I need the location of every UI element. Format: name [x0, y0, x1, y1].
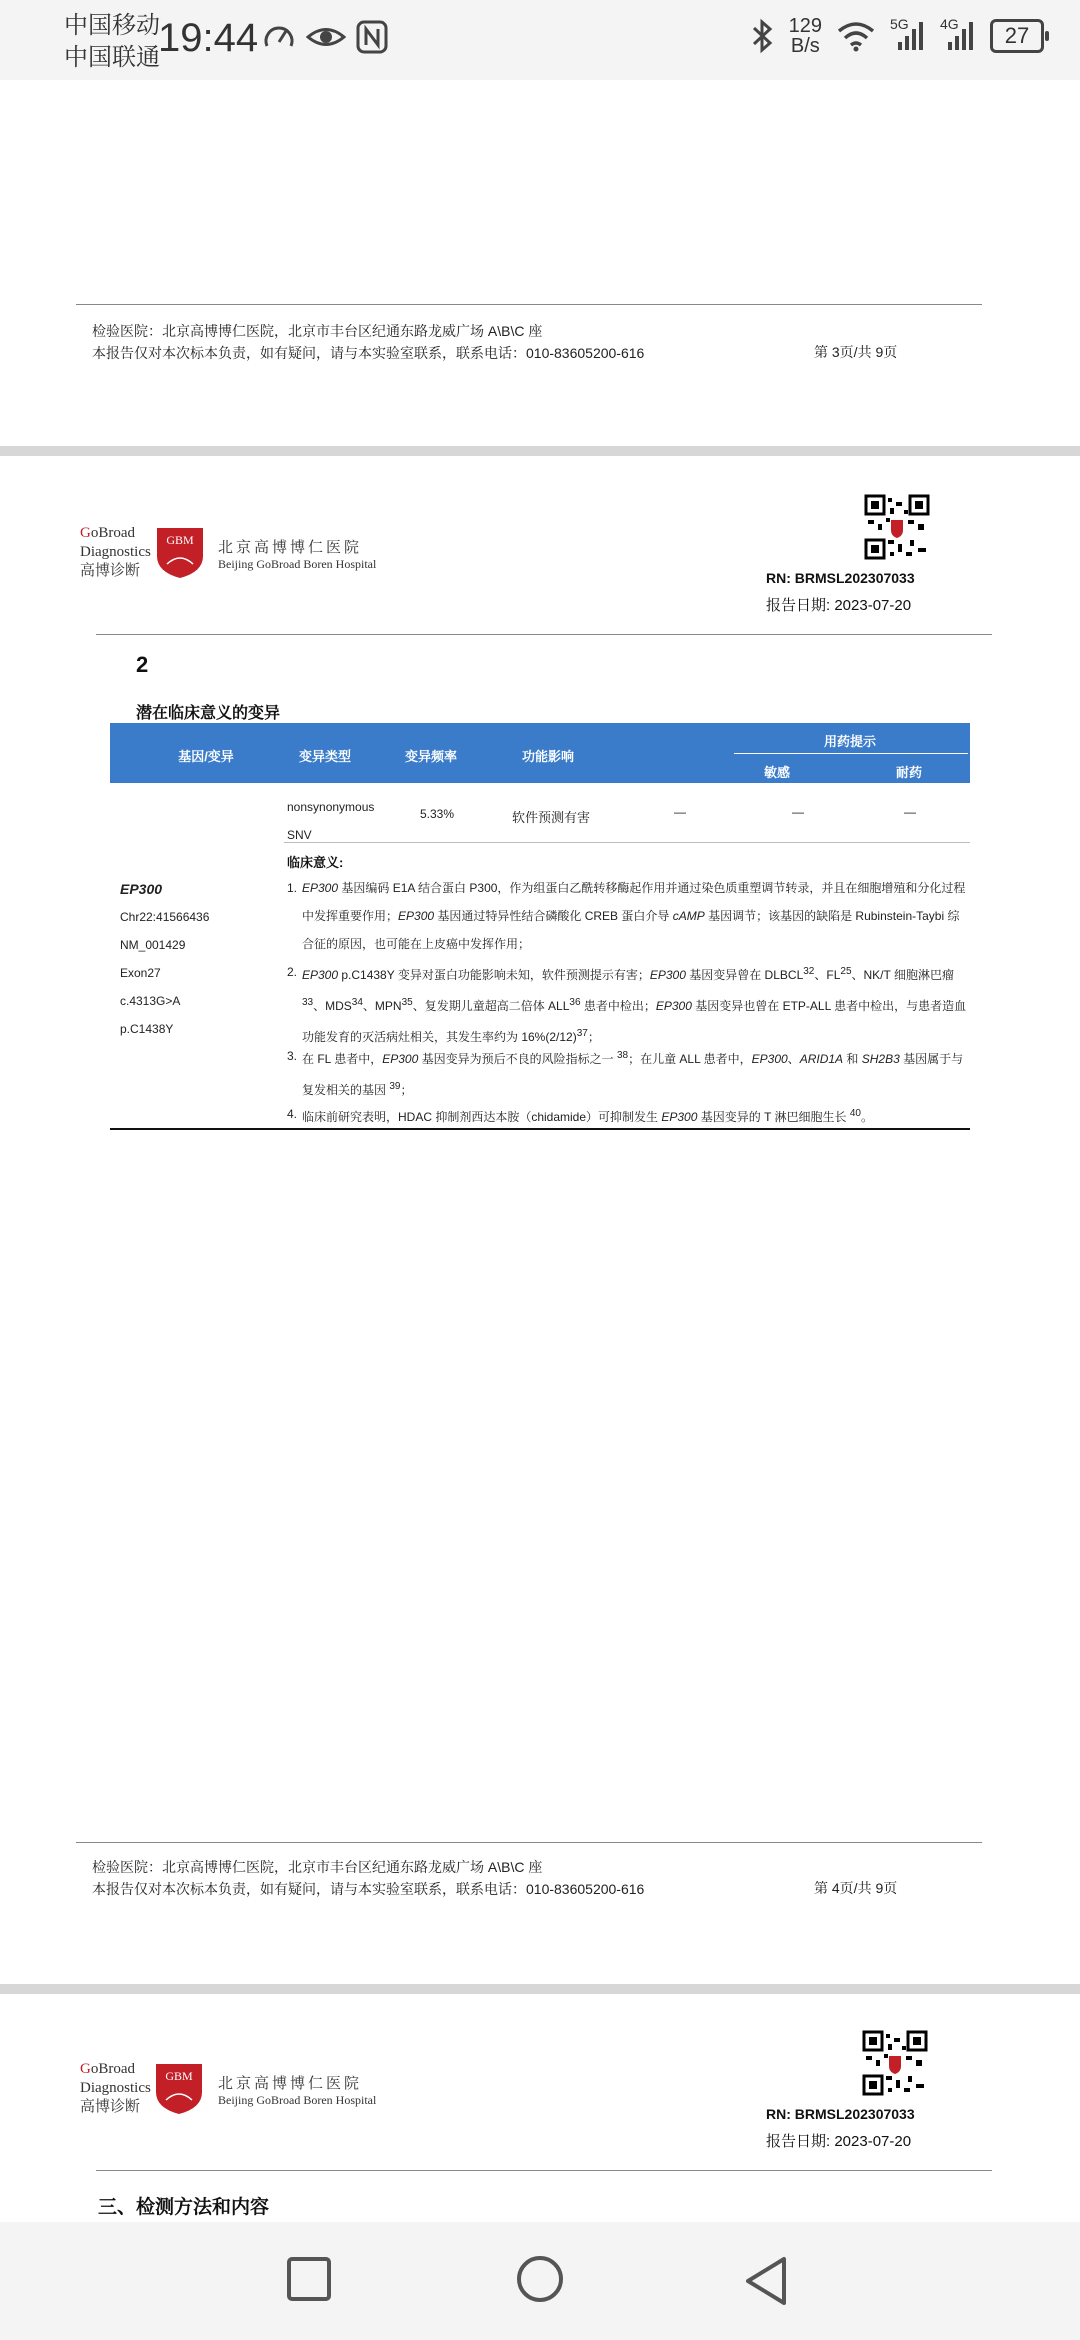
citation: 37 [576, 1028, 588, 1039]
gene-ref: EP300 [398, 909, 435, 923]
gene-ref: SH2B3 [861, 1052, 900, 1066]
section-title: 潜在临床意义的变异 [136, 705, 281, 722]
logo-g: G [80, 525, 91, 541]
cell-resistant: — [792, 805, 804, 819]
clinical-text: ； [587, 1030, 600, 1044]
table-bottom-border [110, 1128, 970, 1130]
hospital-name [218, 2072, 376, 2108]
header-divider [96, 634, 992, 635]
page-separator [0, 1984, 1080, 1994]
hospital-name [218, 536, 376, 572]
speedometer-icon [262, 20, 296, 54]
gene-ref: EP300 [382, 1052, 419, 1066]
page-separator [0, 446, 1080, 456]
gobroad-logo [80, 524, 151, 581]
battery-indicator: 27 [990, 19, 1044, 53]
eye-icon [306, 20, 346, 54]
gene-info [120, 875, 209, 1043]
clinical-text: 和 [843, 1052, 862, 1066]
footer-text [92, 320, 644, 364]
gene-chr: Chr22:41566436 [120, 910, 210, 924]
signal-4g [940, 16, 976, 52]
clinical-text: 基因通过特异性结合磷酸化 CREB 蛋白介导 [434, 909, 673, 923]
footer-text [92, 1856, 644, 1900]
clinical-item-4 [287, 1100, 969, 1131]
th-gene: 基因/变异 [178, 749, 234, 764]
qr-code-icon [864, 494, 930, 560]
citation: 32 [803, 966, 815, 977]
clinical-text: 基因编码 E1A 结合蛋白 P300，作为组蛋白乙酰转移酶起作用并通过染色质重塑调节转录，并且在细胞增殖和分化过程中发挥重要作用； [302, 881, 966, 923]
th-drug-divider [734, 753, 968, 754]
header-divider [96, 2170, 992, 2171]
logo-diagnostics: Diagnostics [80, 544, 151, 560]
cell-variant-type-1: nonsynonymous [287, 800, 375, 814]
hospital-name-cn: 北京高博博仁医院 [218, 540, 363, 556]
footer-hospital-address: 检验医院：北京高博博仁医院，北京市丰台区纪通东路龙威广场 A\B\C 座 [92, 1859, 543, 1875]
clinical-text: 、FL [814, 968, 841, 982]
net-speed-unit: B/s [790, 35, 820, 57]
signal-5g-label: 5G [890, 16, 909, 32]
back-button[interactable] [744, 2256, 790, 2306]
table-header [110, 723, 1021, 783]
gene-ref: EP300 [302, 968, 339, 982]
cell-effect: 软件预测有害 [512, 810, 591, 825]
clinical-item-number: 1. [287, 881, 298, 895]
th-remark: 备注 [994, 749, 1021, 764]
gene-ref: EP300 [649, 968, 686, 982]
citation: 39 [389, 1081, 401, 1092]
gene-nm: NM_001429 [120, 938, 186, 952]
hospital-name-en: Beijing GoBroad Boren Hospital [218, 557, 377, 571]
footer-hospital-address: 检验医院：北京高博博仁医院，北京市丰台区纪通东路龙威广场 A\B\C 座 [92, 323, 543, 339]
next-section-title: 三、检测方法和内容 [98, 2197, 270, 2218]
citation: 35 [401, 997, 413, 1008]
footer-disclaimer: 本报告仅对本次标本负责，如有疑问，请与本实验室联系，联系电话：010-83605200-616 [92, 1881, 645, 1897]
bluetooth-icon [749, 18, 775, 54]
gene-ref: EP300 [655, 999, 692, 1013]
clock: 19:44 [158, 16, 259, 60]
carrier-1: 中国移动 [64, 12, 160, 39]
clinical-text: 基因变异曾在 DLBCL [685, 968, 804, 982]
th-effect: 功能影响 [521, 749, 574, 764]
gobroad-logo [80, 2060, 151, 2117]
clinical-text: 、复发期儿童超高二倍体 ALL [412, 999, 570, 1013]
citation: 25 [840, 966, 852, 977]
logo-gobroad: oBroad [90, 2061, 136, 2077]
th-freq: 变异频率 [404, 749, 457, 764]
clinical-text: 患者中检出； [580, 999, 656, 1013]
citation: 34 [351, 997, 363, 1008]
gene-ref: ARID1A [799, 1052, 844, 1066]
report-date: 报告日期: 2023-07-20 [766, 2133, 912, 2150]
qr-code-icon [862, 2030, 928, 2096]
logo-g: G [80, 2061, 91, 2077]
wifi-icon [836, 20, 876, 52]
clinical-text: 基因变异的 T 淋巴细胞生长 [697, 1110, 850, 1124]
status-left-icons [262, 20, 388, 54]
clinical-text: 在 FL 患者中， [302, 1052, 383, 1066]
gene-ref: EP300 [661, 1110, 698, 1124]
cell-sensitive: — [674, 805, 686, 819]
clinical-text: 、MPN [362, 999, 402, 1013]
report-number: RN: BRMSL202307033 [766, 570, 915, 586]
cell-variant-type-2: SNV [287, 828, 312, 842]
page-number: 第 4页/共 9页 [814, 1880, 898, 1896]
gbm-shield-icon [154, 2062, 204, 2116]
hospital-name-en: Beijing GoBroad Boren Hospital [218, 2093, 377, 2107]
clinical-text: ； [400, 1083, 413, 1097]
gene-ref: cAMP [672, 909, 705, 923]
clinical-text: 。 [860, 1110, 873, 1124]
footer-divider [76, 1842, 982, 1843]
carrier-2: 中国联通 [64, 44, 160, 71]
clinical-item-number: 3. [287, 1049, 298, 1063]
citation: 38 [616, 1050, 629, 1061]
clinical-item-2 [287, 958, 969, 1051]
clinical-text: 基因变异也曾在 ETP-ALL 患者中检出，与患者造血功能发育的灭活病灶相关，其发生率约为 16%(2/12) [302, 999, 967, 1044]
clinical-text: 、 [787, 1052, 800, 1066]
net-speed [789, 16, 822, 56]
gbm-text: GBM [165, 2069, 193, 2083]
clinical-text: ；在儿童 ALL 患者中， [628, 1052, 752, 1066]
citation: 40 [849, 1108, 861, 1119]
report-number: RN: BRMSL202307033 [766, 2106, 915, 2122]
hospital-name-cn: 北京高博博仁医院 [218, 2076, 363, 2092]
clinical-item-3 [287, 1042, 969, 1104]
navigation-bar [0, 2222, 1080, 2340]
logo-cn: 高博诊断 [80, 2099, 141, 2115]
footer-disclaimer: 本报告仅对本次标本负责，如有疑问，请与本实验室联系，联系电话：010-83605200-616 [92, 345, 645, 361]
clinical-text: 、NK/T 细胞淋巴瘤 [851, 968, 954, 982]
cell-remark: — [904, 805, 916, 819]
recent-apps-button[interactable] [286, 2256, 332, 2302]
th-drug: 用药提示 [823, 734, 876, 749]
gene-protein: p.C1438Y [120, 1022, 174, 1036]
signal-4g-label: 4G [940, 16, 959, 32]
page-number: 第 3页/共 9页 [814, 344, 898, 360]
citation: 36 [569, 997, 581, 1008]
row-divider [284, 842, 970, 843]
gene-cdna: c.4313G>A [120, 994, 181, 1008]
logo-cn: 高博诊断 [80, 563, 141, 579]
logo-gobroad: oBroad [90, 525, 136, 541]
status-right-icons [749, 16, 1044, 56]
th-resistant: 耐药 [895, 765, 922, 780]
footer-divider [76, 304, 982, 305]
clinical-title: 临床意义: [287, 855, 344, 870]
net-speed-value: 129 [788, 15, 822, 37]
clinical-item-number: 4. [287, 1107, 298, 1121]
cell-frequency: 5.33% [420, 807, 455, 821]
clinical-item-1 [287, 874, 969, 958]
th-sensitive: 敏感 [763, 765, 790, 780]
clinical-text: 基因变异为预后不良的风险指标之一 [418, 1052, 617, 1066]
clinical-text: 、MDS [313, 999, 352, 1013]
gbm-text: GBM [166, 533, 194, 547]
clinical-text: 临床前研究表明，HDAC 抑制剂西达本胺（chidamide）可抑制发生 [302, 1110, 662, 1124]
gbm-shield-icon [155, 526, 205, 580]
gene-ref: EP300 [302, 881, 339, 895]
citation: 33 [302, 997, 314, 1008]
clinical-item-number: 2. [287, 965, 298, 979]
report-date: 报告日期: 2023-07-20 [766, 597, 912, 614]
clinical-text: p.C1438Y 变异对蛋白功能影响未知，软件预测提示有害； [338, 968, 650, 982]
logo-diagnostics: Diagnostics [80, 2080, 151, 2096]
gene-ref: EP300 [751, 1052, 788, 1066]
status-bar [0, 0, 1080, 80]
signal-5g [890, 16, 926, 52]
carrier-names [64, 10, 160, 74]
th-type: 变异类型 [298, 749, 351, 764]
gene-name: EP300 [120, 881, 163, 897]
clinical-text: 基因调节；该基因的缺陷是 Rubinstein-Taybi 综合征的原因，也可能在上皮癌中发挥作用； [302, 909, 960, 951]
nfc-icon [356, 20, 388, 54]
gene-exon: Exon27 [120, 966, 161, 980]
section-number: 2 [136, 652, 149, 677]
home-button[interactable] [514, 2256, 566, 2308]
clinical-text: 基因属于与复发相关的基因 [302, 1052, 964, 1097]
cell-variant-type [287, 793, 374, 849]
